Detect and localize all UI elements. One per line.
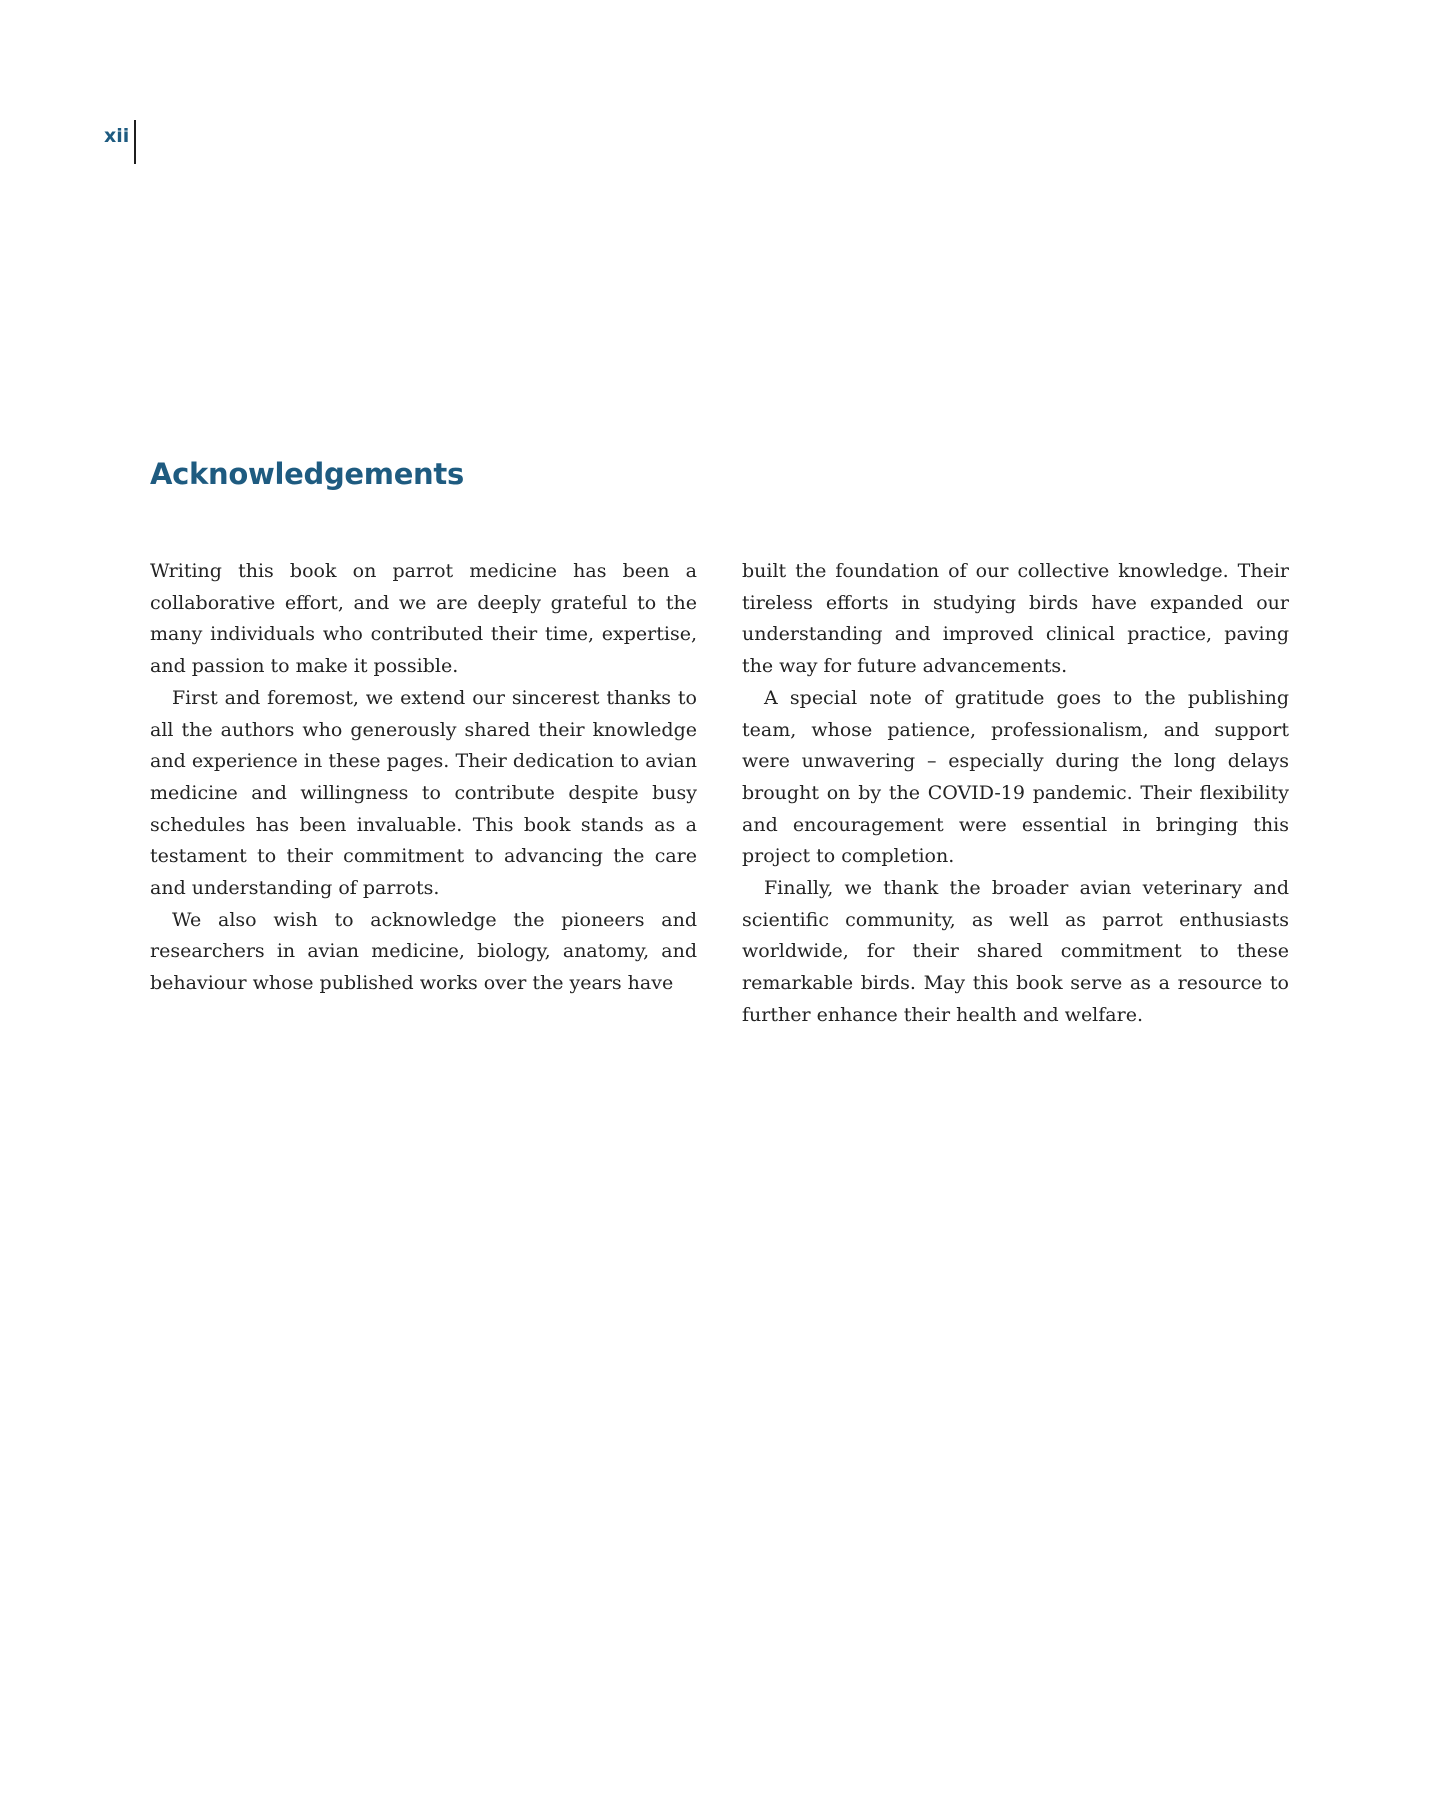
paragraph: First and foremost, we extend our sincerest thanks to all the authors who generously shared their knowledge and experience in these pages. Their dedication to avian medicine and willingness to contribute despite busy schedules has been invaluable. This book stands as a testament to their commitment to advancing the care and understanding of parrots. — [150, 686, 697, 900]
paragraph: Finally, we thank the broader avian veterinary and scientific community, as well as parrot enthusiasts worldwide, for their shared commitment to these remarkable birds. May this book serve as a resource to further enhance their health and welfare. — [742, 877, 1289, 1026]
section-title: Acknowledgements — [150, 457, 464, 491]
page-number: xii — [104, 125, 130, 147]
paragraph: We also wish to acknowledge the pioneers and researchers in avian medicine, biology, anatomy, and behaviour whose published works over the years have — [150, 908, 697, 995]
text-column-right — [742, 556, 1289, 1032]
page-number-rule — [134, 120, 136, 164]
paragraph: Writing this book on parrot medicine has been a collaborative effort, and we are deeply grateful to the many individuals who contributed their time, expertise, and passion to make it possible. — [150, 560, 697, 678]
paragraph: built the foundation of our collective knowledge. Their tireless efforts in studying birds have expanded our understanding and improved clinical practice, paving the way for future advancements. — [742, 560, 1289, 678]
text-column-left — [150, 556, 697, 1000]
paragraph: A special note of gratitude goes to the publishing team, whose patience, professionalism, and support were unwavering – especially during the long delays brought on by the COVID-19 pandemic. Their flexibility and encouragement were essential in bringing this project to completion. — [742, 686, 1289, 868]
